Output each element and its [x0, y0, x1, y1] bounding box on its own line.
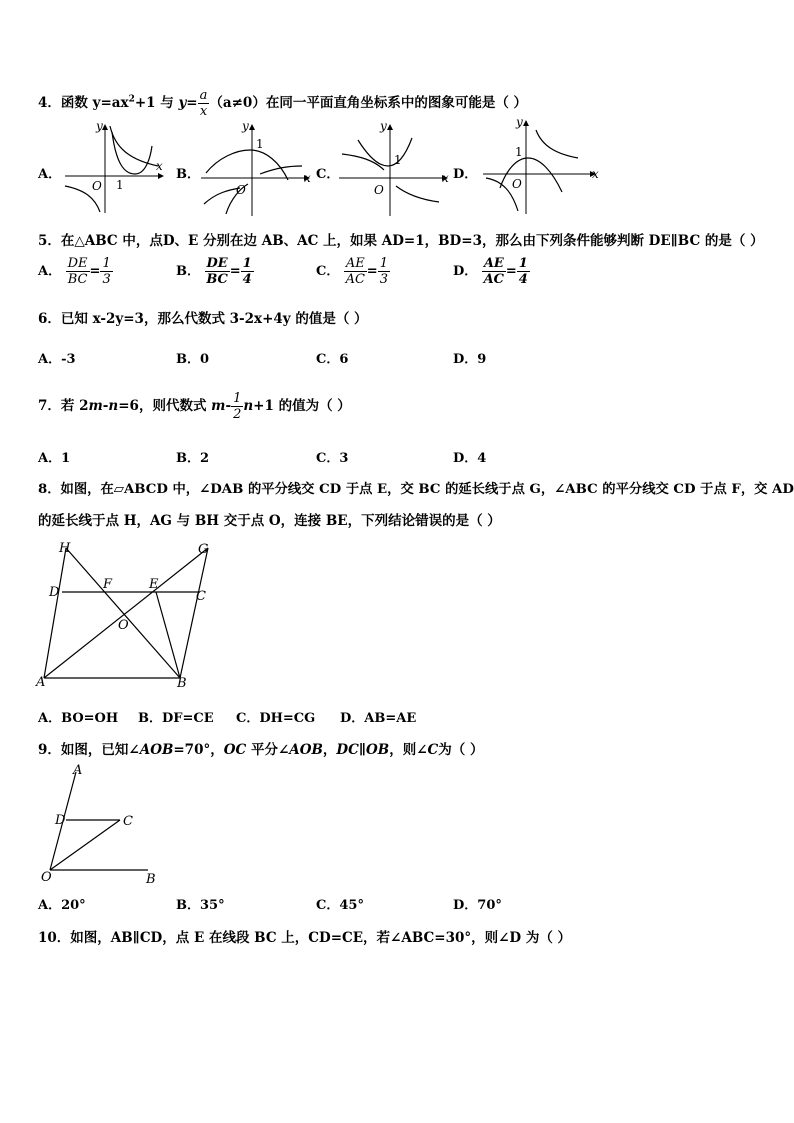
x-label: x — [156, 159, 163, 173]
point-d-label: D — [55, 813, 66, 828]
hyperbola-branch-1 — [110, 126, 158, 166]
point-b-label: B — [177, 676, 187, 690]
one-label: 1 — [116, 178, 124, 192]
q6-option-c: C．6 — [316, 352, 349, 367]
point-a-label: A — [73, 763, 83, 778]
q6-option-a: A．-3 — [38, 352, 76, 367]
point-h-label: H — [59, 541, 71, 556]
y-axis-arrow — [249, 124, 255, 130]
point-c-label: C — [196, 589, 206, 604]
q5-option-b: B． $\frac{DE}{BC}$ = $\frac{1}{4}$ — [176, 256, 252, 287]
one-label: 1 — [256, 137, 264, 151]
q4-option-a-label: A． — [38, 167, 62, 182]
point-b-label: B — [146, 872, 156, 887]
q9-figure — [36, 760, 166, 888]
x-label: x — [304, 171, 311, 185]
hyperbola-branch-1 — [536, 130, 578, 158]
segment-ah — [44, 548, 66, 678]
q4-option-d-label: D． — [453, 167, 478, 182]
origin-label: O — [374, 183, 384, 197]
one-label: 1 — [515, 145, 523, 159]
point-g-label: G — [198, 542, 209, 557]
point-d-label: D — [49, 585, 60, 600]
q8-option-b: B．DF=CE — [138, 711, 214, 726]
y-label: y — [242, 119, 249, 133]
q4-option-b-label: B． — [176, 167, 200, 182]
q8-option-d: D．AB=AE — [340, 711, 417, 726]
y-label: y — [96, 119, 103, 133]
question-4-stem: 4．函数 $y=ax^2+1$ 与 y= $\frac{a}{x}$ （a≠0）在同一平面直角坐标系中的图象可能是（ ） — [38, 88, 528, 119]
question-6-stem: 6．已知 x-2y=3，那么代数式 3-2x+4y 的值是（ ） — [38, 311, 368, 327]
q4-graph-b — [196, 118, 316, 218]
question-8-line-1: 8．如图，在▱ABCD 中，∠DAB 的平分线交 CD 于点 E，交 BC 的延长线于点 G，∠ABC 的平分线交 CD 于点 F，交 AD — [38, 482, 794, 497]
q9-option-c: C．45° — [316, 898, 364, 913]
question-7-stem: 7．若 2m-n=6，则代数式 m- $\frac{1}{2}$ n+1 的值为（ ） — [38, 391, 351, 422]
parabola-curve — [112, 132, 152, 174]
question-10-stem: 10．如图，AB∥CD，点 E 在线段 BC 上，CD=CE，若∠ABC=30°，则∠D 为（ ） — [38, 930, 572, 946]
q4-graph-d — [478, 116, 603, 218]
origin-label: O — [236, 183, 246, 197]
q9-option-d: D．70° — [453, 898, 502, 913]
one-label: 1 — [394, 153, 402, 167]
q4-graph-a — [60, 118, 170, 218]
origin-label: O — [92, 179, 102, 193]
q4-option-c-label: C． — [316, 167, 340, 182]
q5-option-c: C． $\frac{AE}{AC}$ = $\frac{1}{3}$ — [316, 256, 388, 287]
q5-option-d: D． $\frac{AE}{AC}$ = $\frac{1}{4}$ — [453, 256, 528, 287]
q9-option-a: A．20° — [38, 898, 86, 913]
question-9-stem: 9．如图，已知∠AOB=70°，OC 平分∠AOB，DC∥OB，则∠C为（ ） — [38, 742, 484, 758]
origin-label: O — [512, 177, 522, 191]
y-label: y — [380, 119, 387, 133]
hyperbola-branch-2 — [396, 186, 439, 202]
point-c-label: C — [123, 814, 133, 829]
q6-option-d: D．9 — [453, 352, 487, 367]
segment-bh — [66, 548, 180, 678]
q7-option-b: B．2 — [176, 451, 210, 466]
point-f-label: F — [103, 577, 113, 592]
segment-ag — [44, 548, 208, 678]
y-label: y — [516, 116, 523, 129]
q7-option-d: D．4 — [453, 451, 487, 466]
q6-option-b: B．0 — [176, 352, 210, 367]
q4-graph-c — [334, 118, 454, 218]
q8-option-a: A．BO=OH — [38, 711, 119, 726]
x-label: x — [442, 171, 449, 185]
point-a-label: A — [36, 675, 46, 690]
point-o-label: O — [118, 618, 129, 633]
point-o-label: O — [41, 870, 52, 885]
q7-option-a: A．1 — [38, 451, 71, 466]
x-axis-arrow — [158, 173, 164, 179]
q7-option-c: C．3 — [316, 451, 349, 466]
q8-figure — [32, 538, 222, 690]
parabola-curve — [500, 158, 562, 192]
y-axis-arrow — [523, 120, 529, 126]
y-axis-arrow — [387, 124, 393, 130]
q9-option-b: B．35° — [176, 898, 225, 913]
question-8-line-2: 的延长线于点 H，AG 与 BH 交于点 O，连接 BE，下列结论错误的是（ ） — [38, 513, 501, 529]
q5-option-a: A． $\frac{DE}{BC}$ = $\frac{1}{3}$ — [38, 256, 111, 287]
x-label: x — [592, 167, 599, 181]
parabola-curve — [206, 150, 288, 180]
question-5-stem: 5．在△ABC 中，点D、E 分别在边 AB、AC 上，如果 AD=1，BD=3，那么由下列条件能够判断 DE∥BC 的是（ ） — [38, 233, 764, 249]
q8-option-c: C．DH=CG — [236, 711, 316, 726]
y-axis-arrow — [102, 124, 108, 130]
point-e-label: E — [149, 577, 159, 592]
parabola-curve — [358, 138, 412, 166]
